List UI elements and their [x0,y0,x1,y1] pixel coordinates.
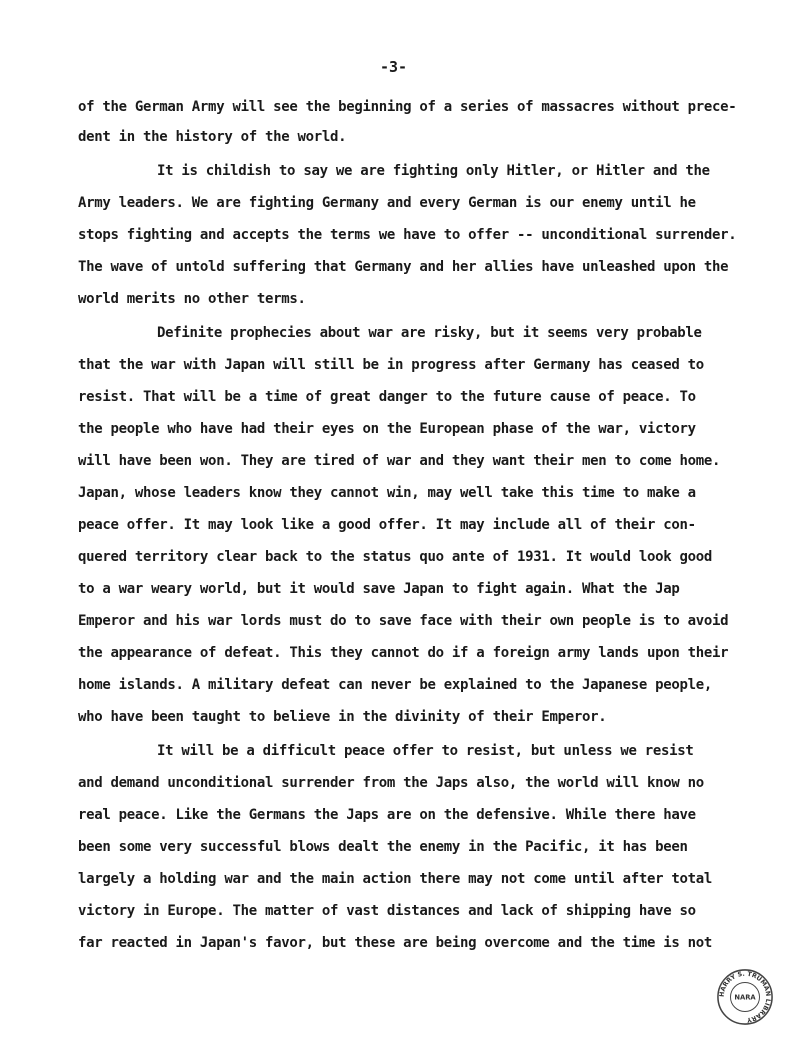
library-stamp-icon [716,968,774,1026]
stamp-ring-text: HARRY S. TRUMAN LIBRARY [718,970,772,1024]
text-line: the people who have had their eyes on the European phase of the war, victory [78,421,696,437]
text-line: Japan, whose leaders know they cannot win, may well take this time to make a [78,485,696,501]
text-line: The wave of untold suffering that Germany and her allies have unleashed upon the [78,259,729,275]
text-line: quered territory clear back to the status quo ante of 1931. It would look good [78,549,713,565]
text-line: to a war weary world, but it would save Japan to fight again. What the Jap [78,581,680,597]
text-line: who have been taught to believe in the divinity of their Emperor. [78,709,607,725]
text-line: Emperor and his war lords must do to save face with their own people is to avoid [78,613,729,629]
text-line: far reacted in Japan's favor, but these are being overcome and the time is not [78,935,713,951]
text-line: Definite prophecies about war are risky, but it seems very probable [157,325,702,341]
text-line: largely a holding war and the main action there may not come until after total [78,871,713,887]
stamp-center-text: NARA [734,993,756,1002]
text-line: peace offer. It may look like a good offer. It may include all of their con- [78,517,696,533]
text-line: It will be a difficult peace offer to resist, but unless we resist [157,743,694,759]
text-line: that the war with Japan will still be in progress after Germany has ceased to [78,357,704,373]
text-line: dent in the history of the world. [78,129,347,145]
text-line: real peace. Like the Germans the Japs are on the defensive. While there have [78,807,696,823]
text-line: home islands. A military defeat can never be explained to the Japanese people, [78,677,713,693]
text-line: been some very successful blows dealt the enemy in the Pacific, it has been [78,839,688,855]
text-line: victory in Europe. The matter of vast distances and lack of shipping have so [78,903,696,919]
text-line: and demand unconditional surrender from the Japs also, the world will know no [78,775,704,791]
page-number: -3- [380,58,408,76]
text-line: will have been won. They are tired of war and they want their men to come home. [78,453,721,469]
text-line: world merits no other terms. [78,291,306,307]
text-line: the appearance of defeat. This they cannot do if a foreign army lands upon their [78,645,729,661]
text-line: resist. That will be a time of great danger to the future cause of peace. To [78,389,696,405]
text-line: of the German Army will see the beginning of a series of massacres without prece- [78,99,737,115]
text-line: It is childish to say we are fighting only Hitler, or Hitler and the [157,163,710,179]
text-line: Army leaders. We are fighting Germany and every German is our enemy until he [78,195,696,211]
text-line: stops fighting and accepts the terms we have to offer -- unconditional surrender. [78,227,737,243]
